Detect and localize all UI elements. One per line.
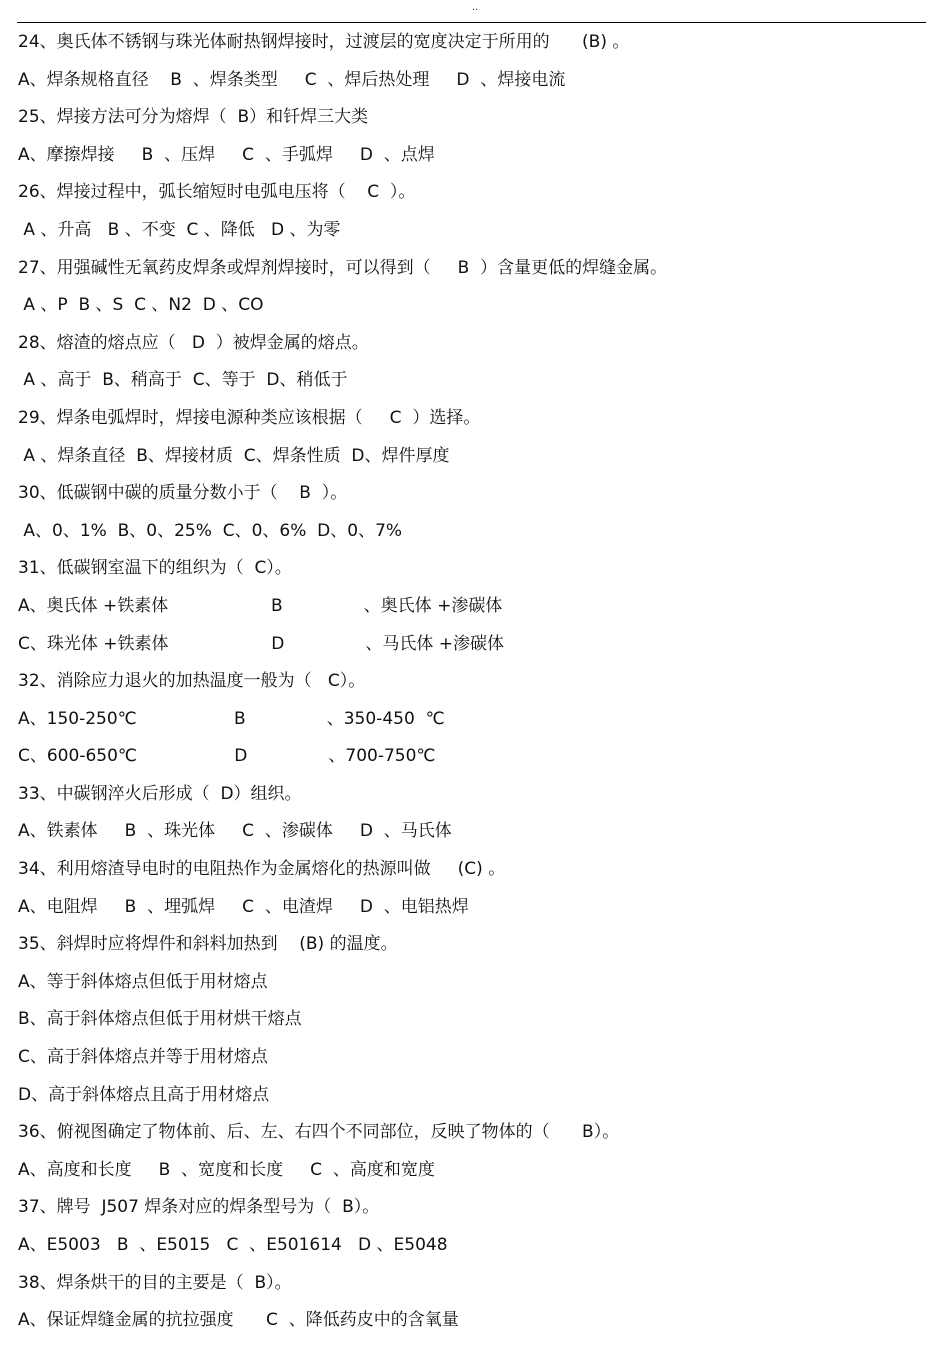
question-35-option-c: C、高于斜体熔点并等于用材熔点 (18, 1047, 268, 1068)
question-28-options: A 、高于 B、稍高于 C、等于 D、稍低于 (18, 370, 348, 391)
question-33-text: 33、中碳钢淬火后形成（ D）组织。 (18, 783, 302, 804)
question-24-options: A、焊条规格直径 B 、焊条类型 C 、焊后热处理 D 、焊接电流 (18, 69, 566, 90)
header-divider (17, 22, 926, 23)
question-26-options: A 、升高 B 、不变 C 、降低 D 、为零 (18, 219, 341, 240)
question-35-text: 35、斜焊时应将焊件和斜料加热到 (B) 的温度。 (18, 934, 398, 955)
question-31-text: 31、低碳钢室温下的组织为（ C）。 (18, 558, 292, 579)
question-35-option-d: D、高于斜体熔点且高于用材熔点 (18, 1084, 270, 1105)
question-38-options: A、保证焊缝金属的抗拉强度 C 、降低药皮中的含氧量 (18, 1310, 459, 1331)
question-25-text: 25、焊接方法可分为熔焊（ B）和钎焊三大类 (18, 107, 369, 128)
question-30-options: A、0、1% B、0、25% C、0、6% D、0、7% (18, 520, 403, 541)
question-29-options: A 、焊条直径 B、焊接材质 C、焊条性质 D、焊件厚度 (18, 445, 450, 466)
question-25-options: A、摩擦焊接 B 、压焊 C 、手弧焊 D 、点焊 (18, 144, 435, 165)
question-38-text: 38、焊条烘干的目的主要是（ B）。 (18, 1272, 292, 1293)
question-30-text: 30、低碳钢中碳的质量分数小于（ B ）。 (18, 483, 348, 504)
question-29-text: 29、焊条电弧焊时，焊接电源种类应该根据（ C ）选择。 (18, 407, 481, 428)
question-27-text: 27、用强碱性无氧药皮焊条或焊剂焊接时，可以得到（ B ）含量更低的焊缝金属。 (18, 257, 668, 278)
question-28-text: 28、熔渣的熔点应（ D ）被焊金属的熔点。 (18, 332, 369, 353)
question-26-text: 26、焊接过程中，弧长缩短时电弧电压将（ C ）。 (18, 182, 416, 203)
question-34-options: A、电阻焊 B 、埋弧焊 C 、电渣焊 D 、电铝热焊 (18, 896, 469, 917)
question-32-options-ab: A、150-250℃ B 、350-450 ℃ (18, 708, 445, 729)
question-33-options: A、铁素体 B 、珠光体 C 、渗碳体 D 、马氏体 (18, 821, 452, 842)
question-37-options: A、E5003 B 、E5015 C 、E501614 D 、E5048 (18, 1235, 448, 1255)
header-mark: .. (471, 2, 479, 13)
question-24-text: 24、奥氏体不锈钢与珠光体耐热钢焊接时，过渡层的宽度决定于所用的 (B) 。 (18, 32, 630, 52)
question-36-text: 36、俯视图确定了物体前、后、左、右四个不同部位，反映了物体的（ B）。 (18, 1122, 620, 1143)
question-31-options-ab: A、奥氏体 +铁素体 B 、奥氏体 +渗碳体 (18, 595, 503, 616)
question-27-options: A 、P B 、S C 、N2 D 、CO (18, 295, 264, 316)
question-36-options: A、高度和长度 B 、宽度和长度 C 、高度和宽度 (18, 1159, 435, 1180)
question-32-options-cd: C、600-650℃ D 、700-750℃ (18, 746, 436, 767)
question-37-text: 37、牌号 J507 焊条对应的焊条型号为（ B）。 (18, 1197, 380, 1218)
question-35-option-a: A、等于斜体熔点但低于用材熔点 (18, 971, 268, 992)
question-list (18, 28, 928, 1344)
question-31-options-cd: C、珠光体 +铁素体 D 、马氏体 +渗碳体 (18, 633, 504, 654)
question-34-text: 34、利用熔渣导电时的电阻热作为金属熔化的热源叫做 (C) 。 (18, 859, 506, 880)
question-35-option-b: B、高于斜体熔点但低于用材烘干熔点 (18, 1009, 302, 1030)
question-32-text: 32、消除应力退火的加热温度一般为（ C）。 (18, 671, 366, 692)
